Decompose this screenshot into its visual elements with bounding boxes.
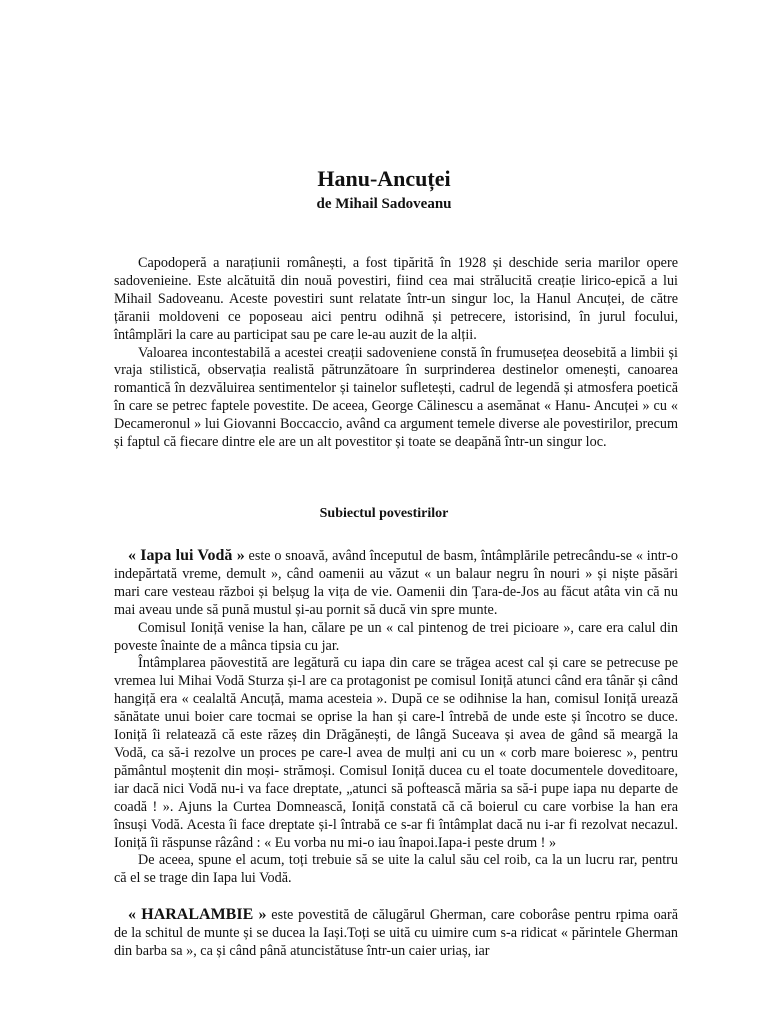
story-paragraph — [114, 906, 678, 961]
intro-section — [114, 255, 678, 452]
document-author: de Mihail Sadoveanu — [316, 196, 452, 212]
story-title: « Iapa lui Vodă » — [128, 547, 245, 564]
intro-paragraph: Capodoperă a narațiunii românești, a fost tipărită în 1928 și deschide seria marilor opere sadovenieine. Este alcătuită din nouă povestiri, fiind cea mai strălucită creație lirico-epică a lui Mihail Sadoveanu. Aceste povestiri sunt relatate într-un singur loc, la Hanul Ancuței, de către țăranii moldoveni ce poposeau aici pentru odihnă și petrecere, istorisind, în jurul focului, întâmplări la care au participat sau pe care le-au auzit de la alții. — [114, 255, 678, 343]
story-paragraph: Comisul Ioniță venise la han, călare pe un « cal pintenog de trei picioare », care era calul din poveste înainte de a mânca tipsia cu jar. — [114, 619, 678, 654]
story-paragraph: Întâmplarea păovestită are legătură cu iapa din care se trăgea acest cal și care se petrecuse pe vremea lui Mihai Vodă Sturza și-l are ca protagonist pe comisul Ioniță atunci când era tânăr și când hangiță era « cealaltă Ancuță, mama acesteia ». După ce se odihnise la han, comisul Ioniță urează sănătate unui boier care tocmai se oprise la han și care-l întrebă de unde este și încotro se duce. Ioniță îi relatează că este răzeș din Drăgănești, de lângă Suceava și avea de gând să meargă la Vodă, ca să-i rezolve un proces pe care-l avea de mulți ani cu un « corb mare boieresc », pentru pământul moștenit din moși- strămoși. Comisul Ioniță ducea cu el toate documentele doveditoare, iar dacă nici Vodă nu-i va face dreptate, „atunci să poftească măria sa să-i pupe iapa nu departe de coadă ! ». Ajuns la Curtea Domnească, Ioniță constată că că boierul cu care vorbise la han era însuși Vodă. Acesta îi face dreptate și-l întrabă ce s-ar fi întâmplat dacă nu i-ar fi rezolvat necazul. Ioniță îi răspunse râzând : « Eu vorba nu mi-o iau înapoi.Iapa-i peste drum ! » — [114, 655, 678, 851]
story-paragraph: De aceea, spune el acum, toți trebuie să se uite la calul său cel roib, ca la un lucru rar, pentru că el se trage din Iapa lui Vodă. — [114, 852, 678, 887]
section-heading: Subiectul povestirilor — [319, 506, 449, 521]
stories-section — [114, 547, 678, 961]
intro-paragraph: Valoarea incontestabilă a acestei creații sadoveniene constă în frumusețea deosebită a limbii și vraja stilistică, observația realistă pătrunzătoare în surprinderea destinelor omenești, canoarea romantică în dezvăluirea sentimentelor și tainelor sufletești, cadrul de legendă și atmosfera poetică în care se petrec faptele povestite. De aceea, George Călinescu a asemănat « Hanu- Ancuței » cu « Decameronul » lui Giovanni Boccaccio, având ca argument temele diverse ale povestirilor, precum și faptul că fiecare dintre ele are un alt povestitor și toate se deapănă într-un singur loc. — [114, 344, 678, 451]
story-title: « HARALAMBIE » — [128, 906, 267, 924]
story-text: este povestită de călugărul Gherman, care coborâse pentru rpima oară de la schitul de munte și se ducea la Iași.Toți se uită cu uimire cum s-a ridicat « părintele Gherman din barba sa », ca și când până atuncistătuse într-un caier uriaș, iar — [114, 907, 678, 960]
document-title: Hanu-Ancuței — [317, 166, 451, 191]
story-paragraph — [114, 547, 678, 620]
story-text: este o snoavă, având începutul de basm, întâmplările petrecându-se « intr-o indepărtată vreme, demult », când oamenii au văzut « un balaur negru în nouri » și niște păsări mari care vesteau război și belșug la vița de vie. Oamenii din Țara-de-Jos au făcut atâta vin că nu mai aveau unde să pună mustul și-au pornit să ducă vin spre munte. — [114, 548, 678, 618]
